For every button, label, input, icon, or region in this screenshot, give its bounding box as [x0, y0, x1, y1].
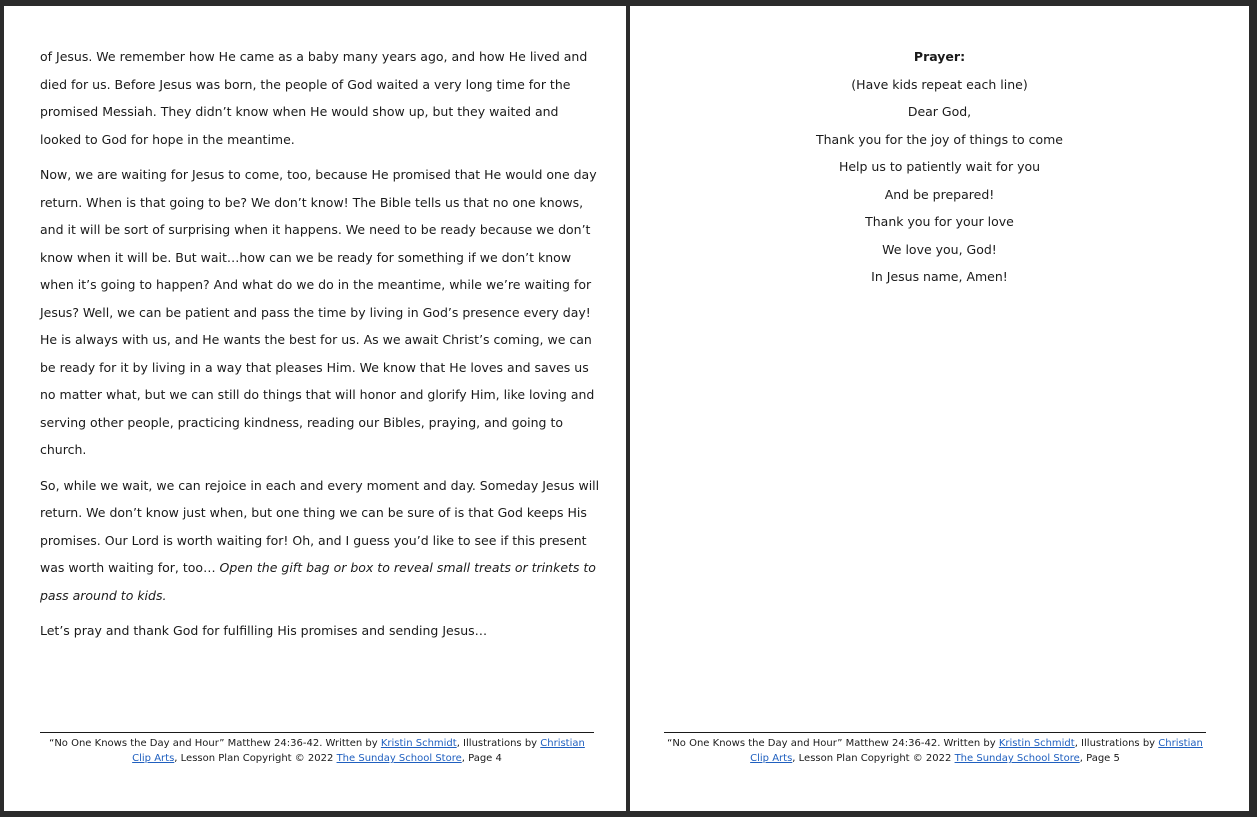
prayer-section	[630, 43, 1249, 291]
paragraph	[40, 472, 600, 610]
page-number: , Page 5	[1079, 753, 1120, 764]
prayer-line: (Have kids repeat each line)	[851, 76, 1028, 92]
illustrations-link[interactable]: Christian Clip Arts	[750, 738, 1203, 764]
store-link[interactable]: The Sunday School Store	[954, 753, 1080, 764]
prayer-line: In Jesus name, Amen!	[871, 269, 1008, 284]
store-link[interactable]: The Sunday School Store	[336, 753, 462, 764]
activity-instruction: Open the gift bag or box to reveal small treats or trinkets to pass around to kids.	[40, 560, 596, 603]
footer-text: , Illustrations by	[1074, 738, 1159, 749]
paragraph: Let’s pray and thank God for fulfilling His promises and sending Jesus…	[40, 623, 488, 638]
prayer-line: We love you, God!	[882, 241, 997, 257]
prayer-title: Prayer:	[913, 49, 966, 64]
paragraph: of Jesus. We remember how He came as a baby many years ago, and how He lived and died for us. Before Jesus was born, the people of God waited a very long time for the promised Messiah. They didn’t know when He would show up, but they waited and looked to God for hope in the meantime.	[40, 49, 588, 147]
page-number: , Page 4	[461, 753, 502, 764]
prayer-line: And be prepared!	[884, 186, 995, 202]
author-link[interactable]: Kristin Schmidt	[380, 738, 457, 749]
prayer-line: Dear God,	[907, 104, 972, 119]
footer-text: , Lesson Plan Copyright © 2022	[792, 753, 955, 764]
footer-text: “No One Knows the Day and Hour” Matthew 24:36-42. Written by	[667, 738, 999, 749]
illustrations-link[interactable]: Christian Clip Arts	[132, 738, 585, 764]
prayer-line: Help us to patiently wait for you	[838, 159, 1041, 174]
footer-text: , Illustrations by	[456, 738, 541, 749]
page-5	[630, 6, 1249, 811]
footer-text: “No One Knows the Day and Hour” Matthew 24:36-42. Written by	[49, 738, 381, 749]
page-4	[4, 6, 626, 811]
footer-text: , Lesson Plan Copyright © 2022	[174, 753, 337, 764]
prayer-line: Thank you for your love	[865, 214, 1014, 229]
author-link[interactable]: Kristin Schmidt	[998, 738, 1075, 749]
paragraph: Now, we are waiting for Jesus to come, too, because He promised that He would one day return. When is that going to be? We don’t know! The Bible tells us that no one knows, and it will be sort of surprising when it happens. We need to be ready because we don’t know when it will be. But wait…how can we be ready for something if we don’t know when it’s going to happen? And what do we do in the meantime, while we’re waiting for Jesus? Well, we can be patient and pass the time by living in God’s presence every day! He is always with us, and He wants the best for us. As we await Christ’s coming, we can be ready for it by living in a way that pleases Him. We know that He loves and saves us no matter what, but we can still do things that will honor and glorify Him, like loving and serving other people, practicing kindness, reading our Bibles, praying, and going to church.	[40, 167, 597, 457]
page-footer	[40, 732, 594, 766]
lesson-body-text	[40, 43, 600, 653]
prayer-line: Thank you for the joy of things to come	[815, 131, 1063, 147]
page-footer	[664, 732, 1206, 766]
paragraph-text: So, while we wait, we can rejoice in each and every moment and day. Someday Jesus will return. We don’t know just when, but one thing we can be sure of is that God keeps His promises. Our Lord is worth waiting for! Oh, and I guess you’d like to see if this present was worth waiting for, too…	[40, 477, 600, 575]
